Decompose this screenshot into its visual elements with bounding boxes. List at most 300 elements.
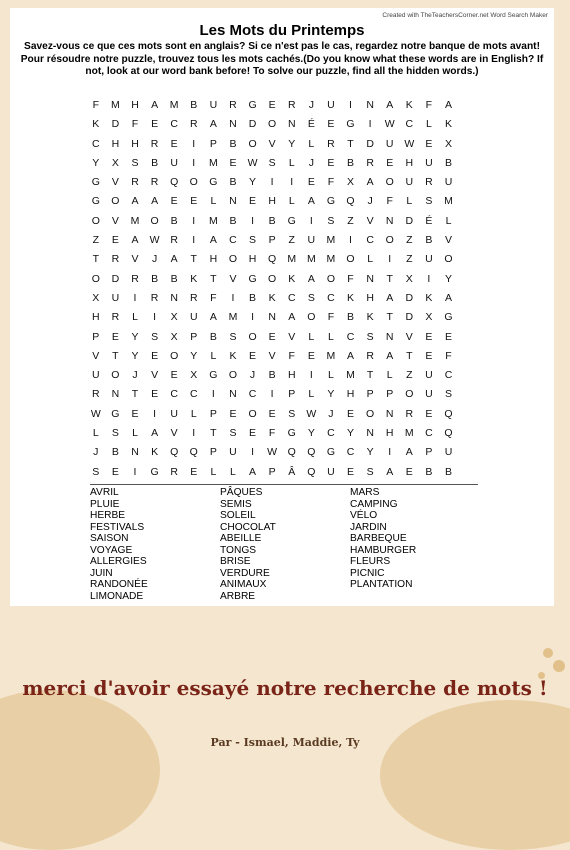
grid-letter: O <box>228 369 238 382</box>
grid-letter: C <box>229 234 237 247</box>
thanks-message: merci d'avoir essayé notre recherche de mots ! <box>22 676 548 700</box>
grid-letter: W <box>306 407 317 420</box>
grid-letter: A <box>405 446 413 459</box>
grid-letter: L <box>210 465 217 478</box>
grid-letter: Q <box>444 407 453 420</box>
grid-letter: E <box>444 330 452 343</box>
grid-letter: U <box>189 311 198 324</box>
word-bank-item: JUIN <box>90 567 113 579</box>
grid-letter: T <box>366 369 374 382</box>
grid-letter: X <box>170 330 178 343</box>
grid-letter: U <box>425 253 433 266</box>
authors-credit: Par - Ismael, Maddie, Ty <box>210 736 360 749</box>
grid-letter: B <box>229 214 237 227</box>
grid-letter: S <box>288 407 296 420</box>
grid-letter: E <box>405 465 413 478</box>
grid-letter: Z <box>347 214 354 227</box>
grid-letter: V <box>268 349 276 362</box>
grid-letter: L <box>230 465 236 478</box>
grid-letter: C <box>444 369 453 382</box>
grid-letter: A <box>366 176 374 189</box>
grid-letter: S <box>268 156 276 169</box>
grid-letter: X <box>92 291 100 304</box>
grid-letter: S <box>425 195 433 208</box>
word-bank-column-3 <box>350 487 416 591</box>
grid-letter: K <box>366 311 374 324</box>
grid-letter: J <box>93 446 99 459</box>
grid-letter: F <box>131 118 139 131</box>
grid-letter: U <box>307 234 316 247</box>
background-dot <box>543 648 553 658</box>
grid-letter: G <box>287 427 296 440</box>
grid-letter: A <box>386 291 394 304</box>
grid-letter: E <box>170 369 178 382</box>
word-bank-item: JARDIN <box>350 521 387 533</box>
grid-letter: A <box>386 465 394 478</box>
grid-letter: Q <box>189 446 198 459</box>
grid-letter: O <box>268 118 277 131</box>
grid-letter: Q <box>268 253 277 266</box>
grid-letter: J <box>132 369 138 382</box>
word-bank-item: ABEILLE <box>220 533 262 544</box>
grid-letter: S <box>444 388 452 401</box>
grid-letter: B <box>190 99 198 111</box>
grid-letter: B <box>444 465 452 478</box>
grid-letter: S <box>229 330 237 343</box>
grid-letter: M <box>169 99 179 111</box>
grid-letter: L <box>406 195 413 208</box>
grid-letter: O <box>189 176 198 189</box>
grid-letter: I <box>231 291 235 304</box>
grid-letter: I <box>153 311 157 324</box>
word-bank-item: TONGS <box>220 544 257 556</box>
grid-letter: H <box>248 253 257 266</box>
word-bank-item: PICNIC <box>350 567 385 579</box>
grid-letter: B <box>425 465 433 478</box>
grid-letter: U <box>92 369 100 382</box>
grid-letter: K <box>229 349 237 362</box>
grid-letter: V <box>229 272 237 285</box>
grid-letter: M <box>228 311 238 324</box>
grid-letter: M <box>326 349 336 362</box>
grid-letter: I <box>368 118 372 131</box>
grid-letter: L <box>425 118 432 131</box>
grid-letter: H <box>385 427 394 440</box>
grid-letter: N <box>268 311 276 324</box>
grid-letter: A <box>151 99 159 111</box>
grid-letter: T <box>406 349 413 362</box>
grid-letter: P <box>209 446 217 459</box>
grid-letter: C <box>327 291 335 304</box>
word-bank-item: HAMBURGER <box>350 544 417 556</box>
grid-letter: U <box>170 156 178 169</box>
grid-letter: G <box>248 272 257 285</box>
grid-letter: E <box>249 195 257 208</box>
grid-letter: A <box>131 234 139 247</box>
grid-letter: G <box>209 369 218 382</box>
grid-letter: T <box>210 272 217 285</box>
grid-letter: H <box>111 137 120 150</box>
grid-letter: L <box>308 330 315 343</box>
grid-letter: R <box>366 349 374 362</box>
grid-letter: R <box>170 234 178 247</box>
grid-letter: R <box>327 137 335 150</box>
grid-letter: E <box>151 118 159 131</box>
grid-letter: I <box>192 234 196 247</box>
grid-letter: C <box>287 291 296 304</box>
grid-letter: R <box>150 137 159 150</box>
grid-letter: T <box>210 427 217 440</box>
grid-letter: Z <box>406 369 413 382</box>
grid-letter: B <box>209 330 217 343</box>
grid-letter: U <box>425 156 433 169</box>
grid-letter: X <box>425 311 433 324</box>
grid-letter: G <box>209 176 218 189</box>
grid-letter: P <box>288 388 296 401</box>
grid-letter: E <box>111 465 119 478</box>
word-bank-item: FESTIVALS <box>90 521 145 533</box>
grid-letter: V <box>151 369 159 382</box>
grid-letter: E <box>347 465 355 478</box>
grid-letter: R <box>189 118 198 131</box>
grid-letter: J <box>328 407 334 420</box>
grid-letter: E <box>190 465 198 478</box>
grid-letter: P <box>425 446 433 459</box>
instructions: Savez-vous ce que ces mots sont en anglais? Si ce n'est pas le cas, regardez notre banque de mots avant! Pour résoudre notre puzzle, trouvez tous les mots cachés.(Do you know what these words are in English? If not, look at our word bank before! To solve our puzzle, find all the hidden words.) <box>20 41 544 77</box>
grid-letter: C <box>425 427 433 440</box>
grid-letter: I <box>388 446 392 459</box>
grid-letter: E <box>229 156 237 169</box>
grid-letter: N <box>170 291 178 304</box>
grid-letter: Z <box>288 234 295 247</box>
grid-letter: H <box>131 137 139 150</box>
grid-letter: O <box>111 369 120 382</box>
grid-letter: Q <box>307 465 316 478</box>
grid-letter: N <box>229 118 237 131</box>
grid-letter: E <box>170 195 178 208</box>
grid-letter: N <box>287 118 296 131</box>
grid-letter: L <box>288 156 295 169</box>
grid-letter: I <box>251 446 254 459</box>
grid-letter: T <box>190 253 197 266</box>
grid-letter: B <box>425 234 433 247</box>
grid-letter: B <box>268 369 276 382</box>
grid-letter: Â <box>288 465 296 478</box>
grid-letter: G <box>326 195 335 208</box>
grid-letter: F <box>268 427 276 440</box>
grid-letter: F <box>386 195 393 208</box>
grid-letter: X <box>444 137 452 150</box>
word-bank-item: VÉLO <box>350 510 378 521</box>
grid-letter: L <box>308 137 315 150</box>
grid-letter: S <box>92 465 100 478</box>
grid-letter: E <box>268 330 276 343</box>
grid-letter: E <box>425 137 433 150</box>
grid-letter: R <box>131 176 139 189</box>
grid-letter: P <box>209 137 217 150</box>
grid-letter: E <box>249 349 257 362</box>
grid-letter: U <box>170 407 178 420</box>
grid-letter: S <box>111 427 119 440</box>
grid-letter: M <box>130 214 140 227</box>
grid-letter: C <box>189 388 198 401</box>
grid-letter: Y <box>307 427 315 440</box>
grid-letter: B <box>151 272 159 285</box>
grid-letter: I <box>192 427 196 440</box>
grid-letter: B <box>249 291 257 304</box>
grid-letter: M <box>404 427 414 440</box>
word-bank-item: CAMPING <box>350 498 398 510</box>
grid-letter: E <box>347 407 355 420</box>
grid-letter: E <box>151 388 159 401</box>
grid-letter: L <box>367 253 374 266</box>
grid-letter: V <box>111 214 119 227</box>
grid-letter: U <box>444 176 453 189</box>
background-blob <box>0 690 160 850</box>
grid-letter: U <box>229 446 237 459</box>
grid-letter: A <box>249 465 257 478</box>
grid-letter: F <box>445 349 452 362</box>
grid-letter: V <box>405 330 413 343</box>
grid-letter: E <box>229 407 237 420</box>
grid-letter: V <box>131 253 139 266</box>
grid-letter: K <box>190 272 198 285</box>
grid-letter: O <box>91 272 100 285</box>
grid-letter: L <box>210 195 217 208</box>
grid-letter: U <box>425 369 433 382</box>
grid-letter: G <box>91 195 100 208</box>
grid-letter: R <box>150 291 159 304</box>
grid-letter: A <box>288 311 296 324</box>
grid-letter: W <box>247 156 258 169</box>
grid-letter: S <box>229 427 237 440</box>
grid-letter: V <box>170 427 178 440</box>
grid-letter: R <box>189 291 198 304</box>
grid-letter: M <box>208 214 218 227</box>
grid-letter: E <box>111 234 119 247</box>
word-bank-column-2 <box>220 487 276 602</box>
grid-letter: C <box>170 388 178 401</box>
grid-letter: A <box>307 195 315 208</box>
grid-letter: Q <box>346 195 355 208</box>
grid-letter: M <box>326 253 336 266</box>
grid-letter: I <box>427 272 431 285</box>
grid-letter: I <box>270 176 274 189</box>
grid-letter: D <box>405 311 414 324</box>
page-title: Les Mots du Printemps <box>199 22 365 39</box>
grid-letter: X <box>190 369 198 382</box>
grid-letter: H <box>346 388 355 401</box>
grid-letter: A <box>151 427 159 440</box>
grid-letter: P <box>268 234 276 247</box>
grid-letter: R <box>425 176 433 189</box>
grid-letter: M <box>306 253 316 266</box>
grid-letter: R <box>405 407 414 420</box>
credit-text: Created with TheTeachersCorner.net Word Search Maker <box>382 12 548 19</box>
grid-letter: G <box>111 407 120 420</box>
grid-letter: U <box>209 99 218 111</box>
grid-letter: B <box>151 156 159 169</box>
grid-letter: W <box>404 137 415 150</box>
grid-letter: G <box>91 176 100 189</box>
grid-letter: I <box>211 388 215 401</box>
grid-letter: U <box>385 137 394 150</box>
grid-letter: I <box>270 388 274 401</box>
grid-letter: B <box>444 156 452 169</box>
grid-letter: O <box>405 388 414 401</box>
grid-letter: I <box>192 156 196 169</box>
grid-letter: H <box>131 99 139 111</box>
grid-letter: K <box>425 291 433 304</box>
grid-letter: U <box>111 291 120 304</box>
grid-letter: N <box>366 427 374 440</box>
grid-letter: P <box>209 407 217 420</box>
grid-letter: A <box>347 349 355 362</box>
grid-letter: O <box>385 234 394 247</box>
word-bank-item: BRISE <box>220 556 251 567</box>
grid-letter: T <box>347 137 354 150</box>
grid-letter: V <box>268 137 276 150</box>
grid-letter: Y <box>131 330 139 343</box>
grid-letter: Z <box>406 253 413 266</box>
grid-letter: A <box>444 99 452 111</box>
grid-letter: B <box>111 446 119 459</box>
background-blob <box>380 700 570 850</box>
grid-letter: J <box>308 99 314 111</box>
word-bank-item: SAISON <box>90 533 129 544</box>
grid-letter: R <box>287 99 296 111</box>
word-bank <box>90 487 480 602</box>
grid-letter: A <box>307 272 315 285</box>
grid-letter: D <box>366 137 374 150</box>
grid-letter: K <box>405 99 413 111</box>
grid-letter: H <box>405 156 414 169</box>
grid-letter: K <box>151 446 159 459</box>
grid-letter: N <box>131 446 139 459</box>
grid-letter: M <box>208 156 218 169</box>
grid-letter: Y <box>366 446 374 459</box>
grid-letter: I <box>290 176 294 189</box>
grid-letter: I <box>388 253 392 266</box>
grid-letter: W <box>384 118 395 131</box>
grid-letter: T <box>92 253 99 266</box>
grid-letter: Y <box>249 176 257 189</box>
grid-letter: Q <box>170 446 179 459</box>
grid-letter: A <box>386 99 394 111</box>
grid-letter: B <box>170 272 178 285</box>
grid-letter: C <box>170 118 178 131</box>
grid-letter: I <box>153 407 157 420</box>
grid-letter: U <box>444 446 453 459</box>
grid-letter: E <box>307 176 315 189</box>
word-bank-item: FLEURS <box>350 556 391 567</box>
grid-letter: P <box>190 330 198 343</box>
grid-letter: O <box>91 214 100 227</box>
word-bank-item: ALLERGIES <box>90 556 147 567</box>
grid-letter: A <box>151 195 159 208</box>
word-bank-item: SOLEIL <box>220 510 256 521</box>
grid-letter: L <box>132 427 138 440</box>
grid-letter: F <box>425 99 433 111</box>
divider <box>90 484 478 485</box>
grid-letter: E <box>327 156 335 169</box>
grid-letter: C <box>346 330 355 343</box>
word-bank-item: ARBRE <box>220 590 256 602</box>
grid-letter: J <box>308 156 314 169</box>
grid-letter: B <box>229 137 237 150</box>
grid-letter: N <box>229 388 237 401</box>
grid-letter: G <box>444 311 453 324</box>
grid-letter: T <box>131 388 139 401</box>
grid-letter: T <box>386 272 393 285</box>
grid-letter: N <box>366 272 374 285</box>
grid-letter: P <box>386 388 394 401</box>
grid-letter: E <box>327 118 335 131</box>
grid-letter: M <box>326 234 336 247</box>
grid-letter: E <box>131 407 139 420</box>
grid-letter: Q <box>307 446 316 459</box>
grid-letter: O <box>248 137 257 150</box>
grid-letter: A <box>170 253 178 266</box>
grid-letter: H <box>366 291 374 304</box>
grid-letter: M <box>287 253 297 266</box>
grid-letter: V <box>366 214 374 227</box>
grid-letter: D <box>248 118 257 131</box>
grid-letter: L <box>328 330 334 343</box>
grid-letter: C <box>92 137 100 150</box>
grid-letter: O <box>248 407 257 420</box>
grid-letter: É <box>307 118 315 131</box>
grid-letter: C <box>327 427 335 440</box>
grid-letter: N <box>111 388 120 401</box>
grid-letter: O <box>111 195 120 208</box>
grid-letter: L <box>132 311 138 324</box>
grid-letter: I <box>133 465 137 478</box>
word-bank-item: AVRIL <box>90 487 119 498</box>
grid-letter: S <box>366 465 374 478</box>
grid-letter: F <box>327 311 335 324</box>
background-dot <box>553 660 565 672</box>
grid-letter: W <box>267 446 278 459</box>
grid-letter: I <box>309 214 313 227</box>
grid-letter: U <box>327 465 335 478</box>
grid-letter: R <box>229 99 237 111</box>
grid-letter: R <box>111 253 120 266</box>
grid-letter: S <box>249 234 257 247</box>
grid-letter: R <box>150 176 159 189</box>
grid-letter: Y <box>288 137 296 150</box>
word-bank-item: CHOCOLAT <box>220 521 276 533</box>
grid-letter: L <box>386 369 393 382</box>
grid-letter: P <box>366 388 374 401</box>
grid-letter: K <box>347 291 355 304</box>
grid-letter: S <box>366 330 374 343</box>
grid-letter: G <box>248 99 257 111</box>
grid-letter: I <box>251 214 254 227</box>
grid-letter: T <box>386 311 393 324</box>
grid-letter: O <box>307 311 316 324</box>
grid-letter: F <box>210 291 217 304</box>
word-bank-item: PLUIE <box>90 498 120 510</box>
grid-letter: X <box>347 176 355 189</box>
grid-letter: S <box>151 330 159 343</box>
grid-letter: I <box>251 311 254 324</box>
grid-letter: I <box>309 369 313 382</box>
grid-letter: W <box>149 234 160 247</box>
grid-letter: D <box>405 291 414 304</box>
grid-letter: R <box>131 272 139 285</box>
grid-letter: D <box>111 272 120 285</box>
